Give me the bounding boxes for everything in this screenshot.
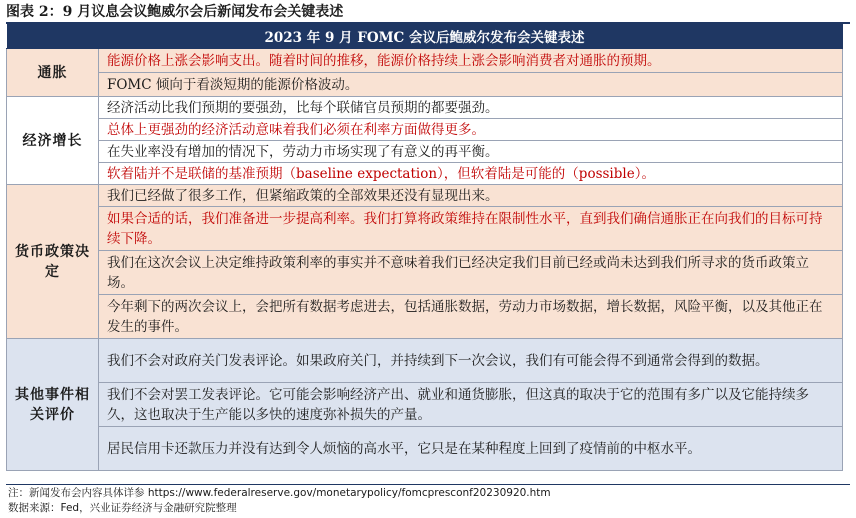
- table-body: [7, 49, 843, 471]
- table-row: [7, 383, 843, 427]
- category-cell: 通胀: [7, 49, 99, 97]
- table-note: 注：新闻发布会内容具体详参 https://www.federalreserve.gov/monetarypolicy/fomcpresconf20230920.htm: [8, 487, 551, 499]
- table-row: [7, 295, 843, 339]
- statement-cell: 我们不会对罢工发表评论。它可能会影响经济产出、就业和通货膨胀，但这真的取决于它的范围有多广以及它能持续多久，这也取决于生产能以多快的速度弥补损失的产量。: [99, 383, 843, 427]
- statement-cell: 我们已经做了很多工作，但紧缩政策的全部效果还没有显现出来。: [99, 185, 843, 207]
- data-source: 数据来源：Fed，兴业证券经济与金融研究院整理: [8, 502, 237, 514]
- table-row: [7, 49, 843, 73]
- table-header-row: [7, 24, 843, 49]
- table-row: [7, 185, 843, 207]
- statement-cell: 我们在这次会议上决定维持政策利率的事实并不意味着我们已经决定我们目前已经或尚未达到我们所寻求的货币政策立场。: [99, 251, 843, 295]
- table-row: [7, 163, 843, 185]
- table-row: [7, 427, 843, 471]
- table-row: [7, 73, 843, 97]
- statement-cell: 如果合适的话，我们准备进一步提高利率。我们打算将政策维持在限制性水平，直到我们确信通胀正在向我们的目标可持续下降。: [99, 207, 843, 251]
- statement-cell: 软着陆并不是联储的基准预期（baseline expectation），但软着陆是可能的（possible）。: [99, 163, 843, 185]
- table-row: [7, 207, 843, 251]
- statement-cell: FOMC 倾向于看淡短期的能源价格波动。: [99, 73, 843, 97]
- table-row: [7, 119, 843, 141]
- statement-cell: 能源价格上涨会影响支出。随着时间的推移，能源价格持续上涨会影响消费者对通胀的预期。: [99, 49, 843, 73]
- table-header: 2023 年 9 月 FOMC 会议后鲍威尔发布会关键表述: [7, 24, 843, 49]
- statement-cell: 总体上更强劲的经济活动意味着我们必须在利率方面做得更多。: [99, 119, 843, 141]
- statement-cell: 我们不会对政府关门发表评论。如果政府关门，并持续到下一次会议，我们有可能会得不到通常会得到的数据。: [99, 339, 843, 383]
- statements-table: [6, 24, 843, 471]
- figure-title: 图表 2：9 月议息会议鲍威尔会后新闻发布会关键表述: [6, 4, 344, 20]
- statement-cell: 经济活动比我们预期的要强劲，比每个联储官员预期的都要强劲。: [99, 97, 843, 119]
- bottom-rule: [6, 484, 850, 485]
- category-cell: 其他事件相关评价: [7, 339, 99, 471]
- statement-cell: 在失业率没有增加的情况下，劳动力市场实现了有意义的再平衡。: [99, 141, 843, 163]
- table-row: [7, 141, 843, 163]
- category-cell: 货币政策决定: [7, 185, 99, 339]
- category-cell: 经济增长: [7, 97, 99, 185]
- table-row: [7, 251, 843, 295]
- table-row: [7, 97, 843, 119]
- statement-cell: 居民信用卡还款压力并没有达到令人烦恼的高水平，它只是在某种程度上回到了疫情前的中枢水平。: [99, 427, 843, 471]
- statement-cell: 今年剩下的两次会议上，会把所有数据考虑进去，包括通胀数据，劳动力市场数据，增长数据，风险平衡，以及其他正在发生的事件。: [99, 295, 843, 339]
- table-row: [7, 339, 843, 383]
